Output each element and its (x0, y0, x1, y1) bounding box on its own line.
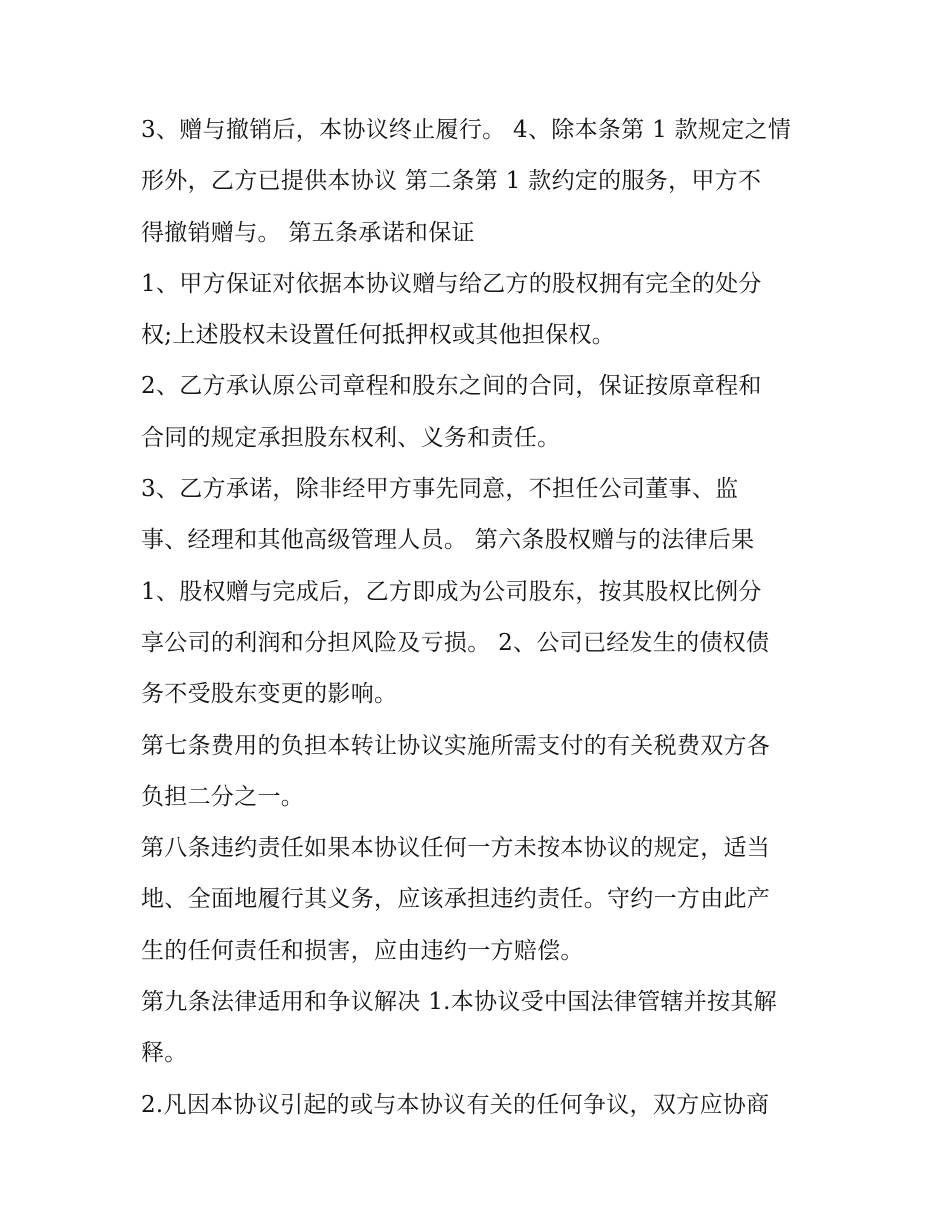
document-line: 事、经理和其他高级管理人员。 第六条股权赠与的法律后果 (141, 527, 755, 554)
document-line: 享公司的利润和分担风险及亏损。 2、公司已经发生的债权债 (141, 629, 770, 656)
document-line: 释。 (141, 1040, 188, 1067)
document-line: 得撤销赠与。 第五条承诺和保证 (141, 219, 475, 246)
document-line: 1、甲方保证对依据本协议赠与给乙方的股权拥有完全的处分 (141, 270, 762, 297)
document-line: 第八条违约责任如果本协议任何一方未按本协议的规定，适当 (141, 835, 771, 862)
document-line: 第九条法律适用和争议解决 1.本协议受中国法律管辖并按其解 (141, 989, 777, 1016)
document-line: 1、股权赠与完成后，乙方即成为公司股东，按其股权比例分 (141, 578, 762, 605)
document-line: 地、全面地履行其义务，应该承担违约责任。守约一方由此产 (141, 886, 771, 913)
document-line: 生的任何责任和损害，应由违约一方赔偿。 (141, 937, 584, 964)
document-line: 务不受股东变更的影响。 (141, 681, 398, 708)
document-line: 形外，乙方已提供本协议 第二条第 1 款约定的服务，甲方不 (141, 168, 762, 195)
document-line: 2、乙方承认原公司章程和股东之间的合同，保证按原章程和 (141, 373, 762, 400)
document-line: 权;上述股权未设置任何抵押权或其他担保权。 (141, 322, 616, 349)
document-line: 3、乙方承诺，除非经甲方事先同意，不担任公司董事、监 (141, 476, 739, 503)
document-line: 2.凡因本协议引起的或与本协议有关的任何争议，双方应协商 (141, 1091, 770, 1118)
document-body (141, 110, 821, 1136)
document-line: 第七条费用的负担本转让协议实施所需支付的有关税费双方各 (141, 732, 771, 759)
document-line: 3、赠与撤销后，本协议终止履行。 4、除本条第 1 款规定之情 (141, 117, 792, 143)
document-line: 合同的规定承担股东权利、义务和责任。 (141, 424, 561, 451)
document-line: 负担二分之一。 (141, 783, 305, 810)
